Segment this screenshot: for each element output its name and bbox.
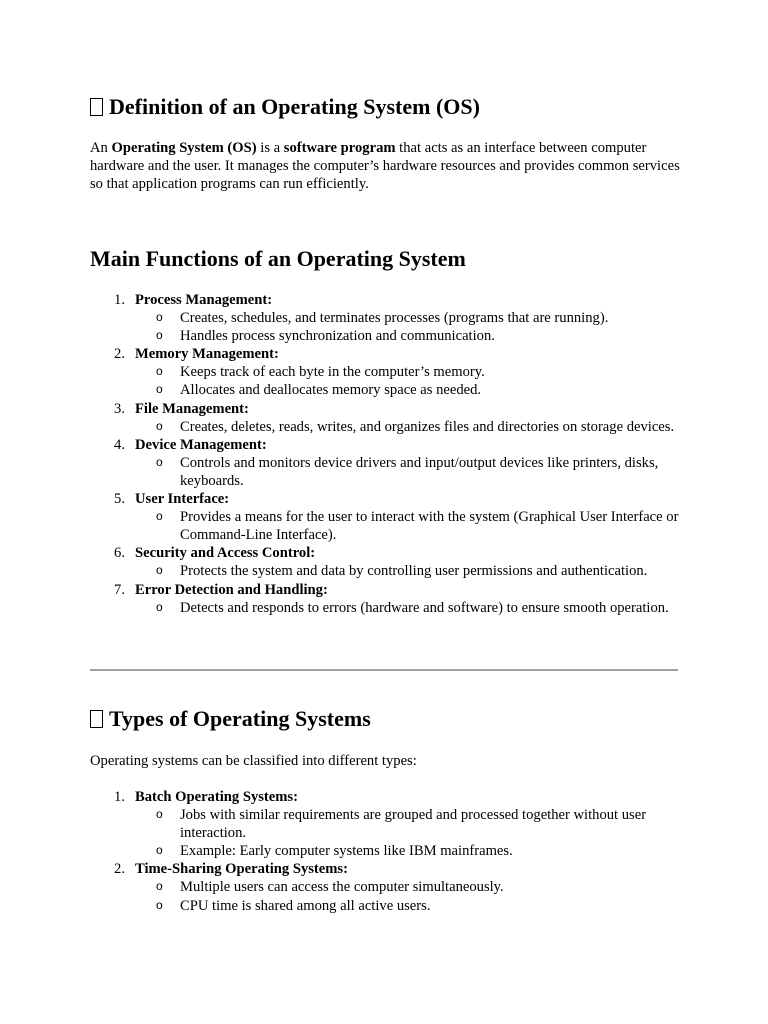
sub-list-text: Detects and responds to errors (hardware and software) to ensure smooth operation.: [180, 599, 669, 616]
sub-list-text: Multiple users can access the computer simultaneously.: [180, 879, 504, 896]
list-item-title: Error Detection and Handling:: [135, 581, 328, 598]
sub-list: [135, 599, 680, 617]
bullet-icon: o: [156, 897, 163, 912]
list-item-title: User Interface:: [135, 491, 230, 508]
functions-heading: Main Functions of an Operating System: [90, 246, 466, 271]
horizontal-divider: [90, 669, 678, 671]
bold-term-os: Operating System (OS): [111, 140, 257, 156]
bullet-icon: o: [156, 454, 163, 469]
list-number: 2.: [114, 861, 125, 878]
sub-list-item: [135, 508, 680, 544]
bullet-icon: o: [156, 563, 163, 578]
list-item: [90, 581, 680, 617]
list-number: 6.: [114, 545, 125, 562]
list-number: 7.: [114, 581, 125, 598]
sub-list-item: [135, 897, 680, 915]
sub-list: [135, 454, 680, 490]
bullet-icon: o: [156, 807, 163, 822]
list-item-title: Batch Operating Systems:: [135, 789, 298, 805]
functions-list: [90, 291, 680, 617]
sub-list-text: Allocates and deallocates memory space as needed.: [180, 382, 482, 399]
sub-list-item: [135, 381, 680, 399]
sub-list: [135, 508, 680, 544]
bullet-icon: o: [156, 509, 163, 524]
sub-list-text: Provides a means for the user to interact with the system (Graphical User Interface or Command-Line Interface).: [180, 509, 679, 544]
bullet-icon: o: [156, 328, 163, 343]
bullet-icon: o: [156, 843, 163, 858]
sub-list-text: Controls and monitors device drivers and input/output devices like printers, disks, keyboards.: [180, 454, 659, 489]
bullet-icon: o: [156, 364, 163, 379]
sub-list-text: Handles process synchronization and communication.: [180, 328, 495, 345]
sub-list-text: Creates, deletes, reads, writes, and organizes files and directories on storage devices.: [180, 418, 675, 435]
bullet-icon: o: [156, 418, 163, 433]
list-item-title: File Management:: [135, 400, 249, 417]
definition-heading: Definition of an Operating System (OS): [90, 94, 480, 120]
sub-list-text: Example: Early computer systems like IBM mainframes.: [180, 843, 513, 860]
types-intro: Operating systems can be classified into different types:: [90, 753, 417, 769]
sub-list-item: [135, 806, 680, 842]
sub-list: [135, 806, 680, 860]
bullet-icon: o: [156, 599, 163, 614]
list-item: [90, 788, 680, 860]
list-number: 1.: [114, 789, 125, 805]
list-number: 5.: [114, 491, 125, 508]
sub-list-item: [135, 309, 680, 327]
sub-list-text: Keeps track of each byte in the computer’s memory.: [180, 364, 485, 381]
list-item: [90, 400, 680, 436]
list-number: 4.: [114, 436, 125, 453]
bullet-icon: o: [156, 382, 163, 397]
sub-list: [135, 418, 680, 436]
sub-list: [135, 309, 680, 345]
sub-list: [135, 562, 680, 580]
list-item: [90, 490, 680, 544]
missing-glyph-icon: [90, 98, 103, 116]
list-item-title: Security and Access Control:: [135, 545, 316, 562]
types-heading: Types of Operating Systems: [90, 706, 371, 732]
sub-list-item: [135, 327, 680, 345]
bullet-icon: o: [156, 310, 163, 325]
sub-list-item: [135, 454, 680, 490]
list-item: [90, 345, 680, 399]
definition-paragraph: An Operating System (OS) is a software program that acts as an interface between computer hardware and the user. It manages the computer’s hardware resources and provides common services so that application programs can run efficiently.: [90, 140, 680, 193]
sub-list-text: Creates, schedules, and terminates processes (programs that are running).: [180, 310, 609, 327]
list-number: 1.: [114, 292, 125, 308]
list-item-title: Device Management:: [135, 436, 267, 453]
list-item: [90, 860, 680, 914]
list-item: [90, 291, 680, 345]
sub-list-item: [135, 599, 680, 617]
sub-list-item: [135, 842, 680, 860]
list-item-title: Process Management:: [135, 292, 273, 308]
sub-list-item: [135, 562, 680, 580]
sub-list-item: [135, 878, 680, 896]
sub-list-text: CPU time is shared among all active users.: [180, 897, 431, 914]
sub-list-item: [135, 363, 680, 381]
list-number: 2.: [114, 346, 125, 363]
list-item: [90, 436, 680, 490]
list-item-title: Memory Management:: [135, 346, 279, 363]
list-item-title: Time-Sharing Operating Systems:: [135, 861, 348, 878]
list-number: 3.: [114, 400, 125, 417]
sub-list-text: Protects the system and data by controlling user permissions and authentication.: [180, 563, 648, 580]
bullet-icon: o: [156, 879, 163, 894]
sub-list: [135, 363, 680, 399]
bold-term-software-program: software program: [283, 140, 396, 156]
sub-list-item: [135, 418, 680, 436]
sub-list-text: Jobs with similar requirements are grouped and processed together without user interaction.: [180, 807, 647, 842]
sub-list: [135, 878, 680, 914]
missing-glyph-icon: [90, 710, 103, 728]
list-item: [90, 544, 680, 580]
types-list: [90, 788, 680, 915]
